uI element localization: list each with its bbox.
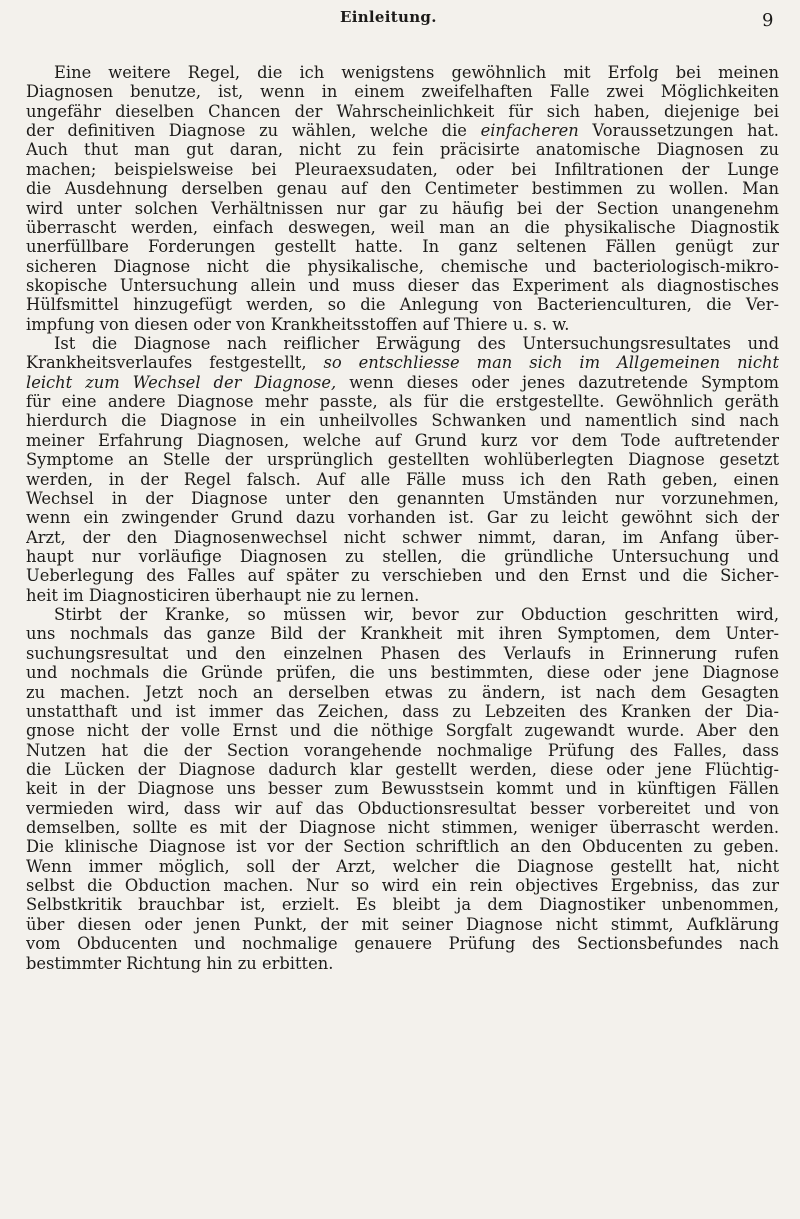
text-line: zu machen. Jetzt noch an derselben etwas zu ändern, ist nach dem Gesagten <box>26 682 779 702</box>
text-line: bestimmter Richtung hin zu erbitten. <box>26 953 334 973</box>
text-line: vermieden wird, dass wir auf das Obductionsresultat besser vorbereitet und von <box>26 798 779 818</box>
text-line: suchungsresultat und den einzelnen Phasen des Verlaufs in Erinnerung rufen <box>26 643 779 663</box>
running-head <box>0 8 800 32</box>
text-line: überrascht werden, einfach deswegen, weil man an die physikalische Diagnostik <box>26 217 779 237</box>
text-line: unerfüllbare Forderungen gestellt hatte. In ganz seltenen Fällen genügt zur <box>26 237 779 257</box>
text-line: heit im Diagnosticiren überhaupt nie zu lernen. <box>26 585 420 605</box>
body-text <box>26 63 779 973</box>
text-line: Diagnosen benutze, ist, wenn in einem zweifelhaften Falle zwei Möglichkeiten <box>26 82 779 102</box>
text-line: machen; beispielsweise bei Pleuraexsudaten, oder bei Infiltrationen der Lunge <box>26 159 779 179</box>
text-line: und nochmals die Gründe prüfen, die uns bestimmten, diese oder jene Diagnose <box>26 663 779 683</box>
italic-phrase: leicht zum Wechsel der Diagnose, <box>26 372 337 392</box>
text-line: die Lücken der Diagnose dadurch klar gestellt werden, diese oder jene Flüchtig- <box>26 759 779 779</box>
text-line: gnose nicht der volle Ernst und die nöthige Sorgfalt zugewandt wurde. Aber den <box>26 721 779 741</box>
text-line: Ueberlegung des Falles auf später zu verschieben und den Ernst und die Sicher- <box>26 566 779 586</box>
text-line: über diesen oder jenen Punkt, der mit seiner Diagnose nicht stimmt, Aufklärung <box>26 914 779 934</box>
italic-phrase: einfacheren <box>480 121 579 141</box>
text-line: skopische Untersuchung allein und muss dieser das Experiment als diagnostisches <box>26 275 779 295</box>
text-line: sicheren Diagnose nicht die physikalische, chemische und bacteriologisch-mikro- <box>26 256 779 276</box>
text-line: für eine andere Diagnose mehr passte, als für die erstgestellte. Gewöhnlich geräth <box>26 392 779 412</box>
text-line: Eine weitere Regel, die ich wenigstens gewöhnlich mit Erfolg bei meinen <box>54 63 779 82</box>
text-line: wenn ein zwingender Grund dazu vorhanden ist. Gar zu leicht gewöhnt sich der <box>26 508 779 528</box>
text-line: Stirbt der Kranke, so müssen wir, bevor zur Obduction geschritten wird, <box>54 605 779 625</box>
text-line: vom Obducenten und nochmalige genauere Prüfung des Sectionsbefundes nach <box>26 934 779 954</box>
text-line: Die klinische Diagnose ist vor der Section schriftlich an den Obducenten zu geben. <box>26 837 779 857</box>
text-line: wird unter solchen Verhältnissen nur gar zu häufig bei der Section unangenehm <box>26 198 779 218</box>
text-line: Auch thut man gut daran, nicht zu fein präcisirte anatomische Diagnosen zu <box>26 140 779 160</box>
text-line: keit in der Diagnose uns besser zum Bewusstsein kommt und in künftigen Fällen <box>26 779 779 799</box>
text-line: ungefähr dieselben Chancen der Wahrscheinlichkeit für sich haben, diejenige bei <box>26 101 779 121</box>
text-line: Hülfsmittel hinzugefügt werden, so die Anlegung von Bacterienculturen, die Ver- <box>26 295 779 315</box>
text-line: Krankheitsverlaufes festgestellt, so entschliesse man sich im Allgemeinen nicht <box>26 353 779 373</box>
text-line: werden, in der Regel falsch. Auf alle Fälle muss ich den Rath geben, einen <box>26 469 779 489</box>
text-line: die Ausdehnung derselben genau auf den Centimeter bestimmen zu wollen. Man <box>26 179 779 199</box>
text-line: Ist die Diagnose nach reiflicher Erwägung des Untersuchungsresultates und <box>54 334 779 354</box>
text-line: meiner Erfahrung Diagnosen, welche auf Grund kurz vor dem Tode auftretender <box>26 430 779 450</box>
text-line: Wenn immer möglich, soll der Arzt, welcher die Diagnose gestellt hat, nicht <box>26 856 779 876</box>
text-line: unstatthaft und ist immer das Zeichen, dass zu Lebzeiten des Kranken der Dia- <box>26 701 779 721</box>
running-title: Einleitung. <box>340 8 437 26</box>
text-line: Symptome an Stelle der ursprünglich gestellten wohlüberlegten Diagnose gesetzt <box>26 450 779 470</box>
text-line: selbst die Obduction machen. Nur so wird ein rein objectives Ergebniss, das zur <box>26 876 779 896</box>
page-number: 9 <box>762 10 774 31</box>
text-line: haupt nur vorläufige Diagnosen zu stellen, die gründliche Untersuchung und <box>26 546 779 566</box>
text-line: der definitiven Diagnose zu wählen, welche die einfacheren Voraussetzungen hat. <box>26 121 779 141</box>
text-line: leicht zum Wechsel der Diagnose, wenn dieses oder jenes dazutretende Symptom <box>26 372 779 392</box>
text-line: Arzt, der den Diagnosenwechsel nicht schwer nimmt, daran, im Anfang über- <box>26 527 779 547</box>
italic-phrase: so entschliesse man sich im Allgemeinen nicht <box>323 353 779 373</box>
text-line: hierdurch die Diagnose in ein unheilvolles Schwanken und namentlich sind nach <box>26 411 779 431</box>
text-line: impfung von diesen oder von Krankheitsstoffen auf Thiere u. s. w. <box>26 314 570 334</box>
text-line: Wechsel in der Diagnose unter den genannten Umständen nur vorzunehmen, <box>26 488 779 508</box>
text-line: Nutzen hat die der Section vorangehende nochmalige Prüfung des Falles, dass <box>26 740 779 760</box>
text-line: Selbstkritik brauchbar ist, erzielt. Es bleibt ja dem Diagnostiker unbenommen, <box>26 895 779 915</box>
text-line: demselben, sollte es mit der Diagnose nicht stimmen, weniger überrascht werden. <box>26 818 779 838</box>
text-line: uns nochmals das ganze Bild der Krankheit mit ihren Symptomen, dem Unter- <box>26 624 779 644</box>
